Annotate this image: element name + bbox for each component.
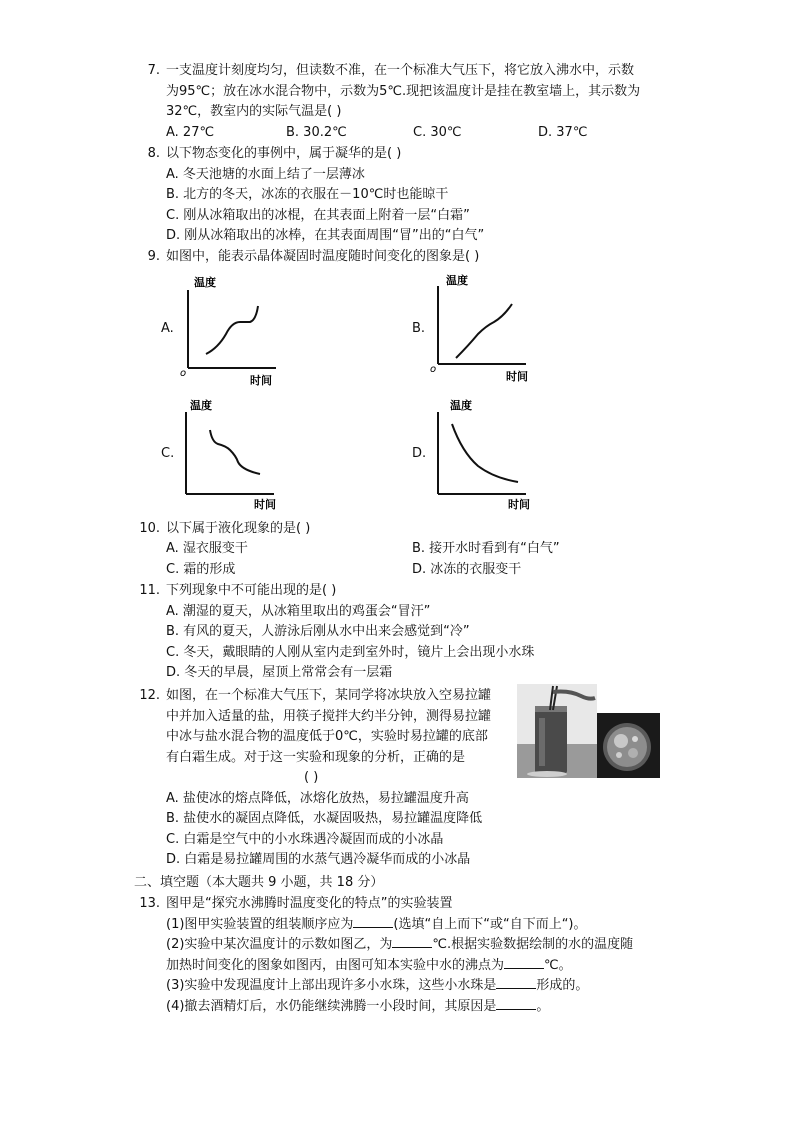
y-axis-label: 温度 [194,276,216,289]
option-d-label: D. [412,446,427,461]
y-axis-label: 温度 [446,274,468,287]
answer-blank-3[interactable] [504,956,544,969]
option-a: A. 27℃ [166,125,215,140]
option-a: A. 潮湿的夏天，从冰箱里取出的鸡蛋会“冒汗” [166,603,431,619]
can-experiment-photo [517,684,597,778]
origin-label: o [180,368,187,379]
question-text: 为95℃；放在冰水混合物中，示数为5℃.现把该温度计是挂在教室墙上，其示数为 [166,83,641,99]
y-axis-label: 温度 [450,399,472,412]
option-c: C. 30℃ [413,125,462,140]
option-c-label: C. [161,446,175,461]
sub-question-2-mid: ℃.根据实验数据绘制的水的温度随 [432,937,634,952]
question-number: 10. [139,521,160,536]
question-11 [134,581,534,684]
question-9 [134,247,479,268]
option-d: D. 白霜是易拉罐周围的水蒸气遇冷凝华而成的小冰晶 [166,852,471,867]
sub-question-2-cont: 加热时间变化的图象如图丙，由图可知本实验中水的沸点为 [166,957,505,973]
question-number: 13. [139,896,160,911]
option-b: B. 30.2℃ [286,125,347,140]
question-number: 12. [139,688,160,703]
option-c: C. 白霜是空气中的小水珠遇冷凝固而成的小冰晶 [166,831,444,847]
question-number: 9. [147,249,160,264]
option-a: A. 盐使冰的熔点降低，冰熔化放热，易拉罐温度升高 [166,790,469,806]
option-c: C. 刚从冰箱取出的冰棍，在其表面上附着一层“白霜” [166,207,470,223]
x-axis-label: 时间 [250,374,272,387]
option-b: B. 有风的夏天，人游泳后刚从水中出来会感觉到“冷” [166,624,470,639]
question-text: 以下物态变化的事例中，属于凝华的是( ) [166,146,402,161]
question-text: 图甲是“探究水沸腾时温度变化的特点”的实验装置 [166,896,453,911]
option-c: C. 冬天，戴眼睛的人刚从室内走到室外时，镜片上会出现小水珠 [166,644,535,660]
sub-question-2: (2)实验中某次温度计的示数如图乙，为 [166,937,393,952]
answer-blank-5[interactable] [496,997,536,1010]
option-b: B. 北方的冬天，冰冻的衣服在－10℃时也能晾干 [166,187,449,202]
sub-question-2-tail: ℃。 [544,957,572,973]
question-10 [134,519,310,540]
answer-blank-1[interactable] [353,915,393,928]
option-c: C. 霜的形成 [166,562,236,577]
question-number: 11. [139,583,160,598]
question-text: 下列现象中不可能出现的是( ) [166,583,337,598]
question-text: 如图，在一个标准大气压下，某同学将冰块放入空易拉罐 [166,688,492,703]
section-2-title: 二、填空题（本大题共 9 小题，共 18 分） [134,875,384,890]
frost-closeup-photo [597,713,660,778]
question-number: 7. [147,63,160,78]
question-number: 8. [147,146,160,161]
question-text: 32℃，教室内的实际气温是( ) [166,104,342,119]
question-7 [134,61,640,123]
sub-question-1-tail: (选填“自上而下“或“自下而上“)。 [393,916,587,932]
option-a: A. 湿衣服变干 [166,541,248,556]
option-a-label: A. [161,321,174,336]
origin-label: o [430,364,437,375]
answer-blank-2[interactable] [392,935,432,948]
question-text: 一支温度计刻度均匀，但读数不准，在一个标准大气压下，将它放入沸水中，示数 [166,63,635,78]
option-d: D. 37℃ [538,125,588,140]
question-text: 有白霜生成。对于这一实验和现象的分析，正确的是 [166,749,466,765]
graph-a [178,276,288,388]
question-text: 中冰与盐水混合物的温度低于0℃，实验时易拉罐的底部 [166,729,488,744]
question-8 [134,144,484,247]
x-axis-label: 时间 [508,498,530,511]
option-b: B. 盐使水的凝固点降低，水凝固吸热，易拉罐温度降低 [166,811,483,826]
sub-question-4: (4)撤去酒精灯后，水仍能继续沸腾一小段时间，其原因是 [166,998,497,1014]
answer-blank-4[interactable] [496,976,536,989]
question-text: 以下属于液化现象的是( ) [166,521,311,536]
option-d: D. 冬天的早晨，屋顶上常常会有一层霜 [166,665,393,680]
x-axis-label: 时间 [254,498,276,511]
graph-b [428,272,538,384]
x-axis-label: 时间 [506,370,528,383]
y-axis-label: 温度 [190,399,212,412]
question-text: 中并加入适量的盐，用筷子搅拌大约半分钟，测得易拉罐 [166,708,492,724]
graph-c [176,398,286,512]
question-13 [134,894,633,1017]
option-a: A. 冬天池塘的水面上结了一层薄冰 [166,166,365,182]
option-d: D. 冰冻的衣服变干 [412,562,522,577]
graph-d [428,398,538,512]
question-12 [134,686,491,871]
question-text: 如图中，能表示晶体凝固时温度随时间变化的图象是( ) [166,249,480,264]
sub-question-1: (1)图甲实验装置的组装顺序应为 [166,916,354,932]
sub-question-4-tail: 。 [536,998,550,1014]
sub-question-3-tail: 形成的。 [536,978,589,993]
option-b: B. 接开水时看到有“白气” [412,541,560,556]
option-b-label: B. [412,321,426,336]
sub-question-3: (3)实验中发现温度计上部出现许多小水珠，这些小水珠是 [166,978,497,993]
answer-bracket: ( ) [304,770,319,785]
option-d: D. 刚从冰箱取出的冰棒，在其表面周围“冒”出的“白气” [166,228,485,243]
